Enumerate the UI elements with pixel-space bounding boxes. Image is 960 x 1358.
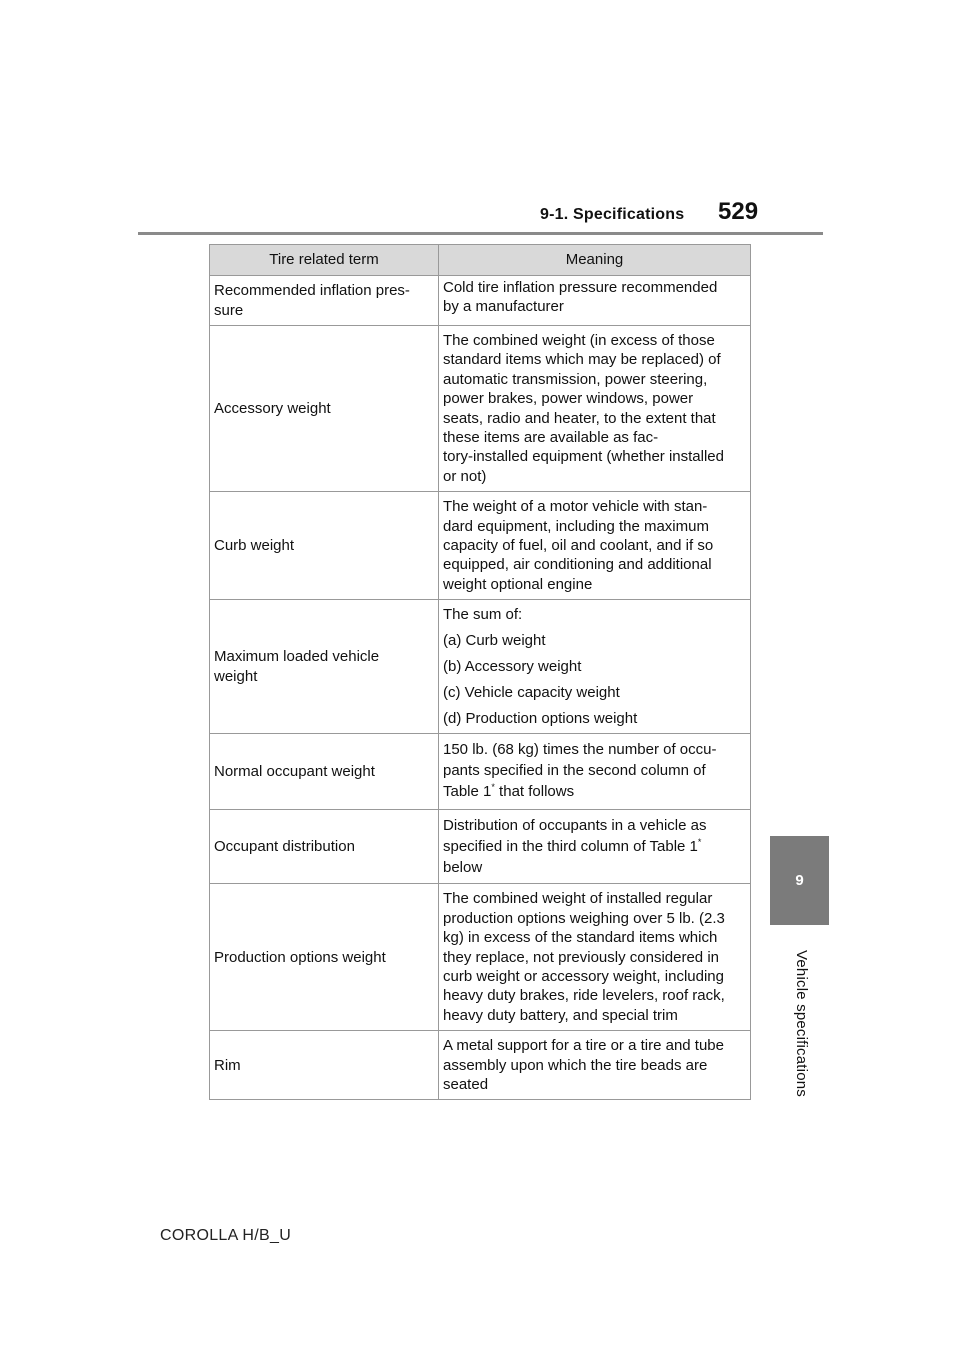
meaning-cell [439, 1031, 751, 1100]
table-row [210, 1031, 751, 1100]
term-text: Rim [214, 1056, 241, 1074]
list-item: (d) Production options weight [443, 709, 638, 727]
term-cell [210, 492, 439, 600]
table-row [210, 600, 751, 734]
meaning-cell [439, 734, 751, 810]
term-text: Maximum loaded vehicle weight [214, 648, 380, 685]
meaning-text: Distribution of occupants in a vehicle as specified in the third column of Table 1 [443, 817, 707, 856]
chapter-number: 9 [795, 872, 804, 889]
term-cell [210, 810, 439, 884]
term-cell [210, 276, 439, 326]
list-item: (a) Curb weight [443, 632, 546, 650]
section-title: 9-1. Specifications [540, 206, 685, 223]
term-cell [210, 600, 439, 734]
header-divider [138, 232, 823, 235]
meaning-text: 150 lb. (68 kg) times the number of occu- pants specified in the second column of Table 1 [443, 741, 717, 801]
meaning-cell [439, 492, 751, 600]
column-header-meaning: Meaning [439, 245, 751, 276]
table-row [210, 734, 751, 810]
table-row [210, 276, 751, 326]
chapter-tab[interactable] [770, 836, 829, 925]
term-text: Accessory weight [214, 399, 331, 417]
meaning-text: The weight of a motor vehicle with stan- dard equipment, including the maximum capacity of fuel, oil and coolant, and if so equipped, air conditioning and additional weight optional engine [443, 498, 714, 593]
table-row [210, 492, 751, 600]
term-text: Normal occupant weight [214, 763, 375, 781]
meaning-cell [439, 884, 751, 1031]
term-cell [210, 734, 439, 810]
meaning-text: Cold tire inflation pressure recommended by a manufacturer [443, 279, 718, 316]
meaning-text: A metal support for a tire or a tire and tube assembly upon which the tire beads are seated [443, 1037, 724, 1093]
page-number: 529 [718, 198, 759, 225]
table-row [210, 884, 751, 1031]
term-cell [210, 884, 439, 1031]
table-row [210, 810, 751, 884]
footnote-marker: * [697, 837, 702, 848]
list-item: (b) Accessory weight [443, 658, 582, 676]
footer-model-label: COROLLA H/B_U [160, 1227, 292, 1244]
meaning-text: that follows [494, 783, 575, 801]
table-header-row [210, 245, 751, 276]
meaning-intro: The sum of: [443, 606, 523, 624]
meaning-cell [439, 276, 751, 326]
term-text: Recommended inflation pres- sure [214, 282, 410, 319]
meaning-text: below [443, 859, 483, 877]
term-text: Occupant distribution [214, 838, 355, 856]
term-text: Curb weight [214, 537, 295, 555]
tire-terms-table [209, 244, 751, 1100]
meaning-text: The combined weight of installed regular production options weighing over 5 lb. (2.3 kg) in excess of the standard items which they replace, not previously considered in curb weight or accessory weight, including heavy duty brakes, ride levelers, roof rack, heavy duty battery, and special trim [443, 890, 725, 1024]
meaning-cell [439, 810, 751, 884]
term-text: Production options weight [214, 948, 386, 966]
meaning-cell [439, 600, 751, 734]
term-cell [210, 1031, 439, 1100]
column-header-term: Tire related term [210, 245, 439, 276]
chapter-label: Vehicle specifications [793, 950, 810, 1097]
meaning-text: The combined weight (in excess of those standard items which may be replaced) of automatic transmission, power steering, power brakes, power windows, power seats, radio and heater, to the extent that these items are available as fac- tory-installed equipment (whether installed or not) [443, 332, 724, 485]
table-row [210, 326, 751, 492]
meaning-cell [439, 326, 751, 492]
list-item: (c) Vehicle capacity weight [443, 684, 620, 701]
footnote-marker: * [491, 782, 495, 793]
term-cell [210, 326, 439, 492]
